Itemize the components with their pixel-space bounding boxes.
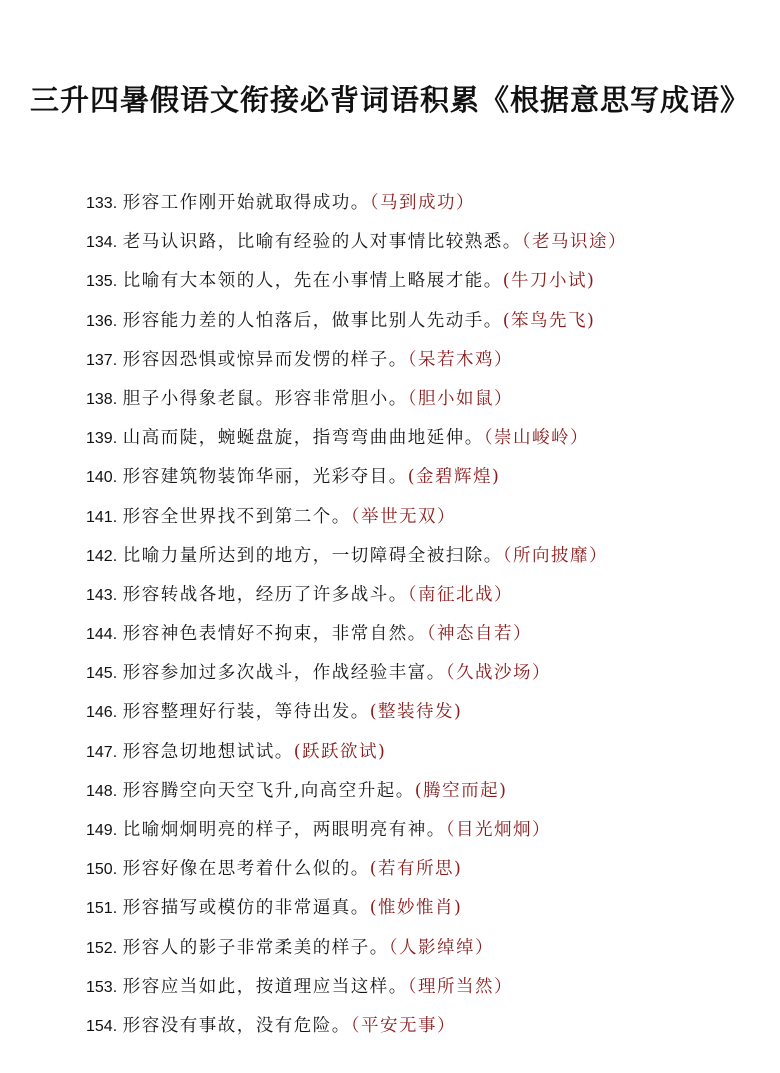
item-definition: 形容急切地想试试。: [122, 741, 294, 762]
item-answer: （人影绰绰）: [388, 937, 494, 958]
list-item: [86, 972, 766, 1011]
list-item: [86, 854, 766, 893]
item-number: 136.: [86, 312, 118, 330]
list-item: [86, 502, 766, 541]
item-definition: 形容建筑物装饰华丽，光彩夺目。: [122, 467, 408, 488]
item-definition: 形容能力差的人怕落后，做事比别人先动手。: [122, 310, 503, 331]
item-answer: （久战沙场）: [445, 663, 551, 684]
item-number: 135.: [86, 273, 118, 291]
item-number: 140.: [86, 469, 118, 487]
list-item: [86, 227, 766, 266]
list-item: [86, 815, 766, 854]
item-definition: 形容没有事故，没有危险。: [122, 1015, 351, 1036]
idiom-list: [86, 188, 766, 1050]
item-answer: （理所当然）: [407, 976, 513, 997]
list-item: [86, 658, 766, 697]
item-number: 137.: [86, 351, 118, 369]
item-definition: 山高而陡，蜿蜒盘旋，指弯弯曲曲地延伸。: [122, 428, 484, 449]
item-answer: (跃跃欲试): [293, 741, 387, 762]
list-item: [86, 737, 766, 776]
item-number: 139.: [86, 430, 118, 448]
item-number: 138.: [86, 390, 118, 408]
item-number: 147.: [86, 743, 118, 761]
item-definition: 形容腾空向天空飞升,向高空升起。: [122, 780, 415, 801]
list-item: [86, 462, 766, 501]
item-answer: (惟妙惟肖): [369, 898, 463, 919]
list-item: [86, 306, 766, 345]
item-answer: (整装待发): [369, 702, 463, 723]
list-item: [86, 776, 766, 815]
list-item: [86, 619, 766, 658]
list-item: [86, 384, 766, 423]
item-answer: (金碧辉煌): [407, 467, 501, 488]
item-definition: 比喻力量所达到的地方，一切障碍全被扫除。: [122, 545, 503, 566]
item-number: 151.: [86, 900, 118, 918]
item-number: 143.: [86, 586, 118, 604]
item-number: 154.: [86, 1017, 118, 1035]
item-answer: （所向披靡）: [502, 545, 608, 566]
item-number: 150.: [86, 861, 118, 879]
item-definition: 比喻有大本领的人，先在小事情上略展才能。: [122, 271, 503, 292]
item-answer: （胆小如鼠）: [407, 388, 513, 409]
item-answer: （崇山峻岭）: [483, 428, 589, 449]
list-item: [86, 541, 766, 580]
item-definition: 形容人的影子非常柔美的样子。: [122, 937, 389, 958]
page-title: 三升四暑假语文衔接必背词语积累《根据意思写成语》: [29, 83, 750, 117]
list-item: [86, 1011, 766, 1050]
item-definition: 形容工作刚开始就取得成功。: [122, 193, 370, 213]
item-number: 134.: [86, 234, 118, 252]
item-answer: （目光炯炯）: [445, 820, 551, 840]
item-number: 145.: [86, 665, 118, 683]
list-item: [86, 266, 766, 305]
item-answer: （平安无事）: [350, 1015, 456, 1036]
item-definition: 形容参加过多次战斗，作战经验丰富。: [122, 663, 446, 684]
item-number: 133.: [86, 195, 118, 212]
item-number: 141.: [86, 508, 118, 526]
item-definition: 形容全世界找不到第二个。: [122, 506, 351, 527]
item-number: 152.: [86, 939, 118, 957]
item-number: 153.: [86, 978, 118, 996]
item-number: 148.: [86, 782, 118, 800]
item-answer: （马到成功）: [369, 193, 475, 213]
item-definition: 胆子小得象老鼠。形容非常胆小。: [122, 388, 408, 409]
item-number: 142.: [86, 547, 118, 565]
item-definition: 老马认识路，比喻有经验的人对事情比较熟悉。: [122, 232, 522, 253]
item-answer: （南征北战）: [407, 584, 513, 605]
item-answer: （举世无双）: [350, 506, 456, 527]
item-definition: 形容整理好行装，等待出发。: [122, 702, 370, 723]
item-definition: 形容转战各地，经历了许多战斗。: [122, 584, 408, 605]
item-answer: （神态自若）: [426, 624, 532, 645]
item-definition: 比喻炯炯明亮的样子，两眼明亮有神。: [122, 820, 446, 840]
item-definition: 形容应当如此，按道理应当这样。: [122, 976, 408, 997]
item-definition: 形容因恐惧或惊异而发愣的样子。: [122, 349, 408, 370]
item-definition: 形容描写或模仿的非常逼真。: [122, 898, 370, 919]
list-item: [86, 893, 766, 932]
list-item: [86, 188, 766, 227]
item-answer: (笨鸟先飞): [502, 310, 596, 331]
item-definition: 形容神色表情好不拘束，非常自然。: [122, 624, 427, 645]
item-number: 149.: [86, 822, 118, 839]
item-answer: (若有所思): [369, 859, 463, 880]
list-item: [86, 345, 766, 384]
item-number: 146.: [86, 704, 118, 722]
item-answer: （呆若木鸡）: [407, 349, 513, 370]
item-definition: 形容好像在思考着什么似的。: [122, 859, 370, 880]
item-number: 144.: [86, 626, 118, 644]
item-answer: （老马识途）: [521, 232, 627, 253]
list-item: [86, 423, 766, 462]
list-item: [86, 933, 766, 972]
list-item: [86, 697, 766, 736]
item-answer: (牛刀小试): [502, 271, 596, 292]
item-answer: (腾空而起): [414, 780, 508, 801]
list-item: [86, 580, 766, 619]
